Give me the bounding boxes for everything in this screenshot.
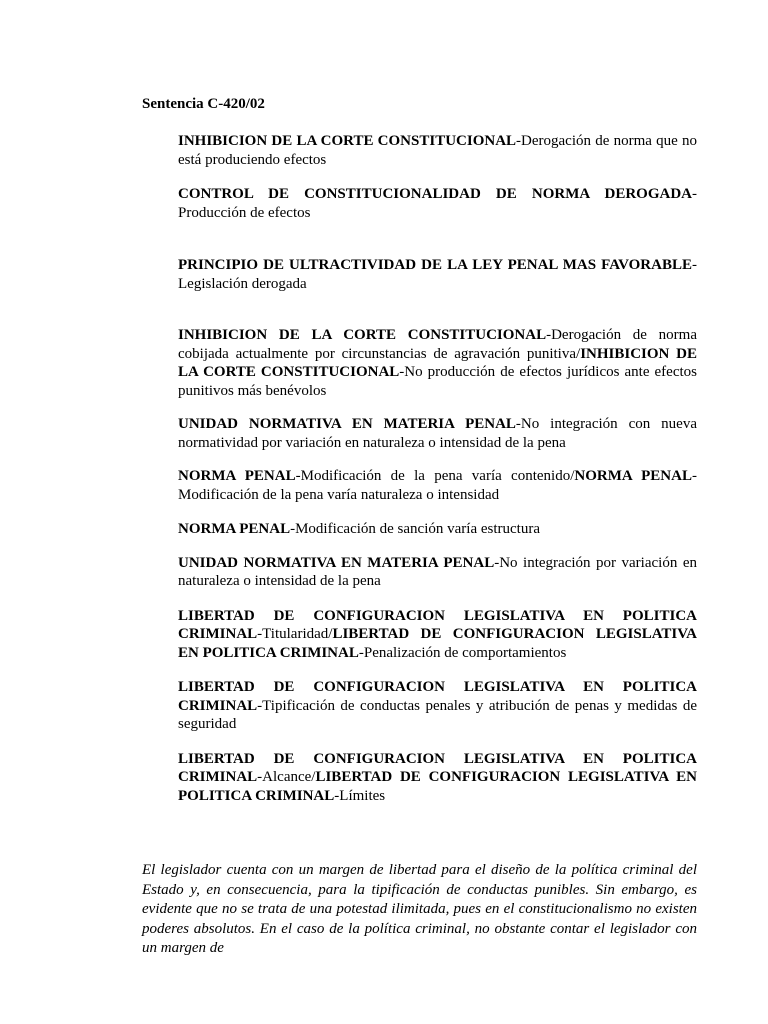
descriptor-text: -Alcance/: [257, 769, 316, 785]
descriptor-heading: INHIBICION DE LA CORTE CONSTITUCIONAL: [178, 133, 517, 149]
descriptor-entry: [178, 554, 697, 591]
descriptor-entry: [178, 520, 697, 539]
descriptor-list: [178, 132, 697, 805]
descriptor-entry: [178, 750, 697, 806]
descriptor-heading: NORMA PENAL: [178, 468, 296, 484]
descriptor-text: -Modificación de la pena varía contenido/: [295, 468, 575, 484]
descriptor-heading: NORMA PENAL: [178, 521, 291, 537]
descriptor-heading: CONTROL DE CONSTITUCIONALIDAD DE NORMA DEROGADA: [178, 186, 692, 202]
excerpt-paragraph: El legislador cuenta con un margen de libertad para el diseño de la política criminal del Estado y, en consecuencia, para la tipificación de conductas punibles. Sin embargo, es evidente que no se trata de una potestad ilimitada, pues en el constitucionalismo no existen poderes absolutos. En el caso de la política criminal, no obstante contar el legislador con un margen de: [142, 862, 697, 956]
descriptor-entry: [178, 185, 697, 222]
descriptor-heading: NORMA PENAL: [574, 468, 692, 484]
descriptor-heading: UNIDAD NORMATIVA EN MATERIA PENAL: [178, 554, 495, 571]
descriptor-text: -Límites: [334, 787, 386, 804]
descriptor-text: -Producción de efectos: [178, 186, 697, 221]
descriptor-entry: [178, 678, 697, 734]
descriptor-entry: [178, 415, 697, 452]
descriptor-text: -No producción de efectos jurídicos ante efectos punitivos más benévolos: [178, 364, 697, 399]
descriptor-heading: INHIBICION DE LA CORTE CONSTITUCIONAL: [178, 345, 697, 380]
descriptor-entry: [178, 132, 697, 169]
descriptor-text: -Legislación derogada: [178, 257, 697, 292]
descriptor-text: -Modificación de sanción varía estructura: [290, 521, 540, 537]
descriptor-heading: LIBERTAD DE CONFIGURACION LEGISLATIVA EN POLITICA CRIMINAL: [178, 750, 697, 785]
descriptor-text: -Modificación de la pena varía naturaleza o intensidad: [178, 468, 697, 503]
descriptor-text: -No integración por variación en naturaleza o intensidad de la pena: [178, 554, 697, 589]
descriptor-heading: LIBERTAD DE CONFIGURACION LEGISLATIVA EN POLITICA CRIMINAL: [178, 679, 697, 714]
descriptor-text: -Derogación de norma cobijada actualmente por circunstancias de agravación punitiva/: [178, 327, 697, 362]
descriptor-heading: LIBERTAD DE CONFIGURACION LEGISLATIVA EN POLITICA CRIMINAL: [178, 769, 697, 804]
descriptor-text: -Penalización de comportamientos: [358, 644, 567, 661]
descriptor-entry: [178, 256, 697, 293]
descriptor-text: -No integración con nueva normatividad por variación en naturaleza o intensidad de la pena: [178, 416, 697, 451]
descriptor-heading: LIBERTAD DE CONFIGURACION LEGISLATIVA EN POLITICA CRIMINAL: [178, 626, 697, 661]
descriptor-text: -Tipificación de conductas penales y atribución de penas y medidas de seguridad: [178, 697, 697, 732]
descriptor-entry: [178, 326, 697, 400]
document-title: Sentencia C-420/02: [142, 96, 265, 112]
descriptor-entry: [178, 467, 697, 504]
descriptor-heading: INHIBICION DE LA CORTE CONSTITUCIONAL: [178, 327, 547, 343]
descriptor-heading: UNIDAD NORMATIVA EN MATERIA PENAL: [178, 416, 516, 432]
descriptor-entry: [178, 607, 697, 663]
descriptor-text: -Derogación de norma que no está produciendo efectos: [178, 133, 697, 168]
descriptor-text: -Titularidad/: [257, 626, 333, 642]
descriptor-heading: LIBERTAD DE CONFIGURACION LEGISLATIVA EN POLITICA CRIMINAL: [178, 607, 697, 642]
descriptor-heading: PRINCIPIO DE ULTRACTIVIDAD DE LA LEY PENAL MAS FAVORABLE: [178, 257, 692, 273]
